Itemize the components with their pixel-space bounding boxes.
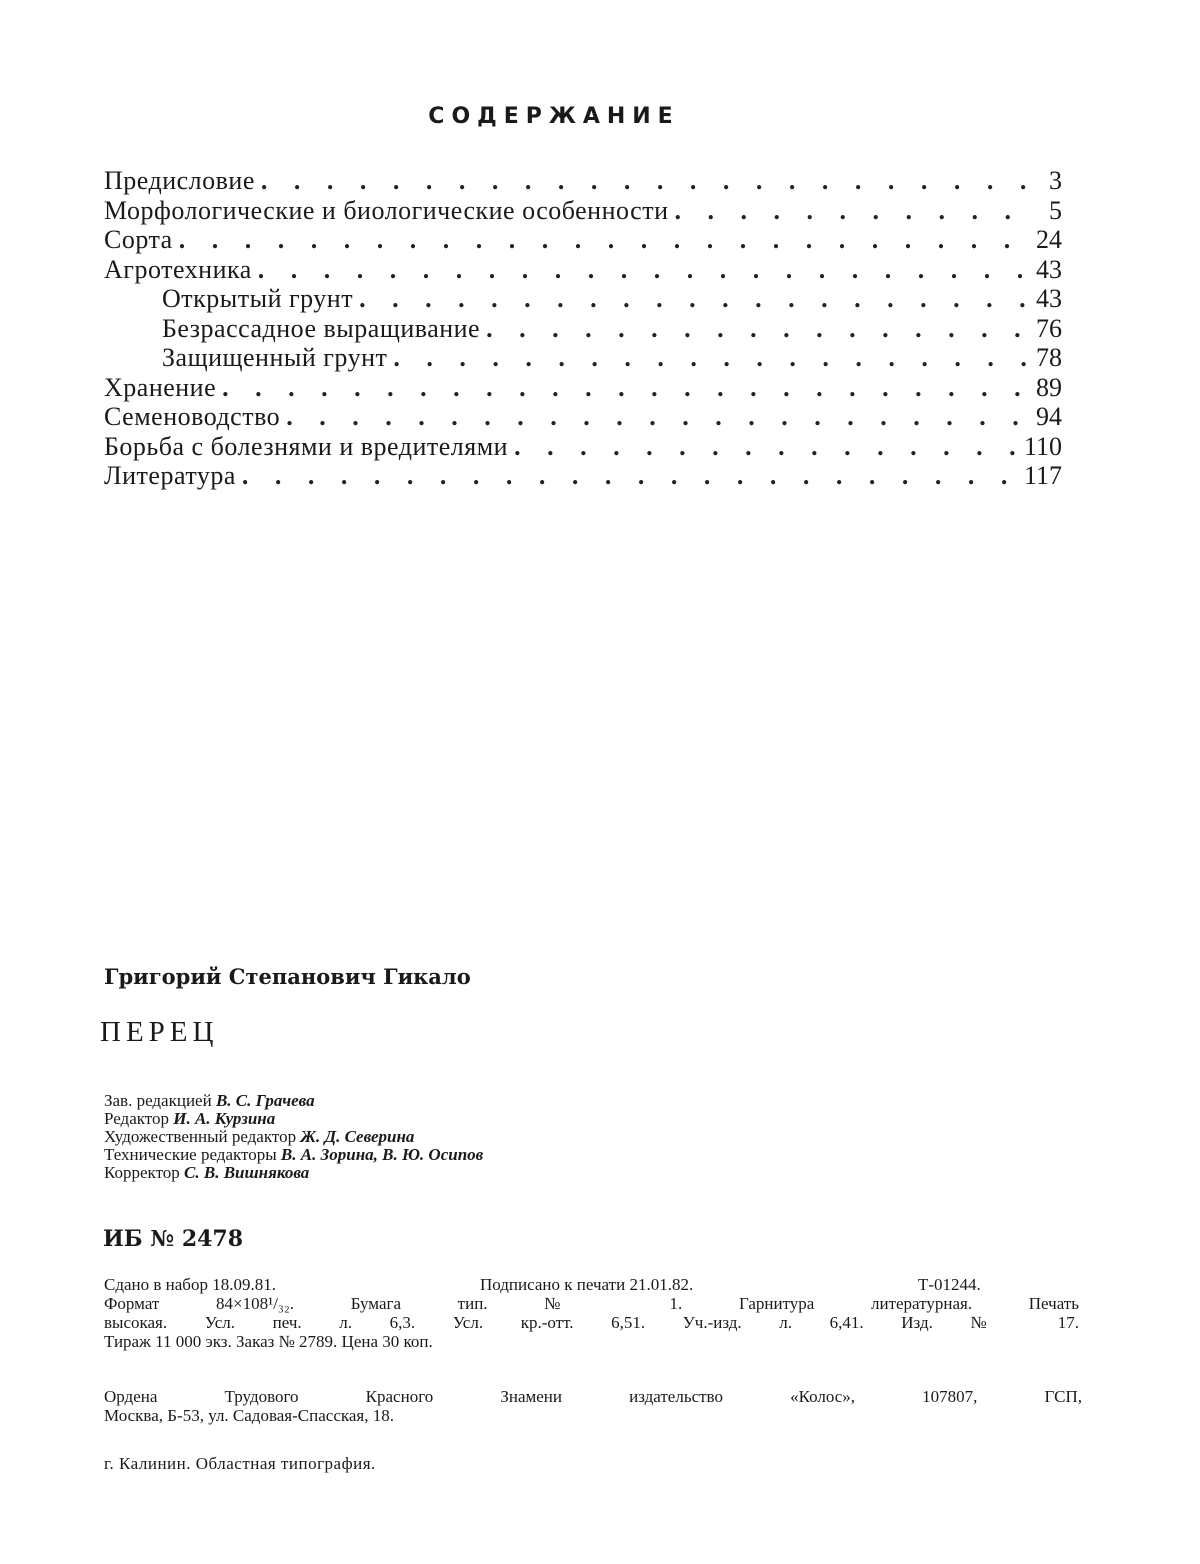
credit-name: Ж. Д. Северина <box>300 1127 415 1146</box>
printer-name: г. Калинин. Областная типография. <box>104 1454 376 1473</box>
credit-role: Корректор <box>104 1163 180 1182</box>
book-title: ПЕРЕЦ <box>100 1016 219 1048</box>
toc-entry-page: 24 <box>1036 225 1062 254</box>
toc-leader-dots <box>674 196 1026 226</box>
credit-line <box>104 1092 483 1110</box>
publisher-address <box>104 1387 1082 1425</box>
toc-entry <box>104 166 1062 196</box>
toc-entry-page: 5 <box>1049 195 1062 225</box>
credit-line <box>104 1164 483 1182</box>
credit-line <box>104 1110 483 1128</box>
toc-leader-dots <box>258 255 1026 285</box>
toc-entry-page: 43 <box>1036 254 1062 284</box>
publication-details <box>104 1275 1079 1351</box>
toc-entry-page: 89 <box>1036 372 1062 402</box>
toc-entry <box>104 255 1062 285</box>
toc-leader-dots <box>393 343 1026 373</box>
toc-entry-label: Открытый грунт <box>162 284 354 313</box>
toc-entry-label: Литература <box>104 461 236 490</box>
toc-entry-page: 43 <box>1036 284 1062 313</box>
toc-entry <box>104 196 1062 226</box>
toc-entry-page: 78 <box>1036 343 1062 372</box>
toc-leader-dots <box>261 166 1026 196</box>
toc-leader-dots <box>222 373 1026 403</box>
toc-entry-label: Предисловие <box>104 166 255 195</box>
toc-entry-label: Безрассадное выращивание <box>162 313 481 343</box>
toc-subentry <box>104 343 1062 373</box>
toc-leader-dots <box>242 461 1018 491</box>
ib-number: ИБ № 2478 <box>103 1226 244 1252</box>
toc-entry-label: Морфологические и биологические особенности <box>104 195 669 225</box>
toc-leader-dots <box>486 314 1026 344</box>
toc-entry-label: Защищенный грунт <box>162 343 388 372</box>
toc-entry-label: Борьба с болезнями и вредителями <box>104 431 509 461</box>
print-run-line: Тираж 11 000 экз. Заказ № 2789. Цена 30 коп. <box>104 1332 433 1351</box>
credit-role: Художественный редактор <box>104 1127 297 1146</box>
credit-name: В. А. Зорина, В. Ю. Осипов <box>280 1145 484 1164</box>
toc-entry <box>104 461 1062 491</box>
toc-leader-dots <box>514 432 1018 462</box>
table-of-contents <box>104 166 1062 491</box>
credit-line <box>104 1128 483 1146</box>
toc-subentry <box>104 314 1062 344</box>
toc-entry-page: 3 <box>1049 166 1062 195</box>
credit-name: В. С. Грачева <box>215 1091 315 1110</box>
toc-entry-page: 76 <box>1036 313 1062 343</box>
toc-entry <box>104 225 1062 255</box>
toc-leader-dots <box>359 284 1026 314</box>
print-code: Т-01244. <box>918 1275 981 1294</box>
print-dates-line <box>104 1275 1079 1294</box>
toc-entry <box>104 373 1062 403</box>
editorial-credits <box>104 1092 483 1182</box>
toc-entry-page: 110 <box>1023 431 1062 461</box>
credit-role: Зав. редакцией <box>104 1091 212 1110</box>
toc-entry-label: Агротехника <box>104 254 252 284</box>
author-name: Григорий Степанович Гикало <box>104 964 471 989</box>
print-specs-line: высокая. Усл. печ. л. 6,3. Усл. кр.-отт. 6,51. Уч.-изд. л. 6,41. Изд. № 17. <box>104 1313 1079 1332</box>
publisher-line: Москва, Б-53, ул. Садовая-Спасская, 18. <box>104 1406 394 1425</box>
toc-heading: СОДЕРЖАНИЕ <box>428 104 680 129</box>
toc-leader-dots <box>286 402 1026 432</box>
toc-leader-dots <box>179 225 1026 255</box>
format-line: Формат 84×108¹/₃₂. Бумага тип. № 1. Гарнитура литературная. Печать <box>104 1294 1079 1313</box>
toc-entry-label: Хранение <box>104 372 217 402</box>
toc-subentry <box>104 284 1062 314</box>
toc-entry <box>104 402 1062 432</box>
toc-entry-page: 94 <box>1036 402 1062 431</box>
signed-for-print: Подписано к печати 21.01.82. <box>480 1275 694 1294</box>
credit-line <box>104 1146 483 1164</box>
toc-entry-label: Семеноводство <box>104 402 281 431</box>
credit-name: С. В. Вишнякова <box>184 1163 310 1182</box>
credit-name: И. А. Курзина <box>173 1109 276 1128</box>
credit-role: Технические редакторы <box>104 1145 277 1164</box>
sent-to-set: Сдано в набор 18.09.81. <box>104 1275 276 1294</box>
toc-entry <box>104 432 1062 462</box>
toc-entry-page: 117 <box>1023 461 1062 490</box>
toc-entry-label: Сорта <box>104 225 173 254</box>
credit-role: Редактор <box>104 1109 169 1128</box>
publisher-line: Ордена Трудового Красного Знамени издательство «Колос», 107807, ГСП, <box>104 1387 1082 1406</box>
